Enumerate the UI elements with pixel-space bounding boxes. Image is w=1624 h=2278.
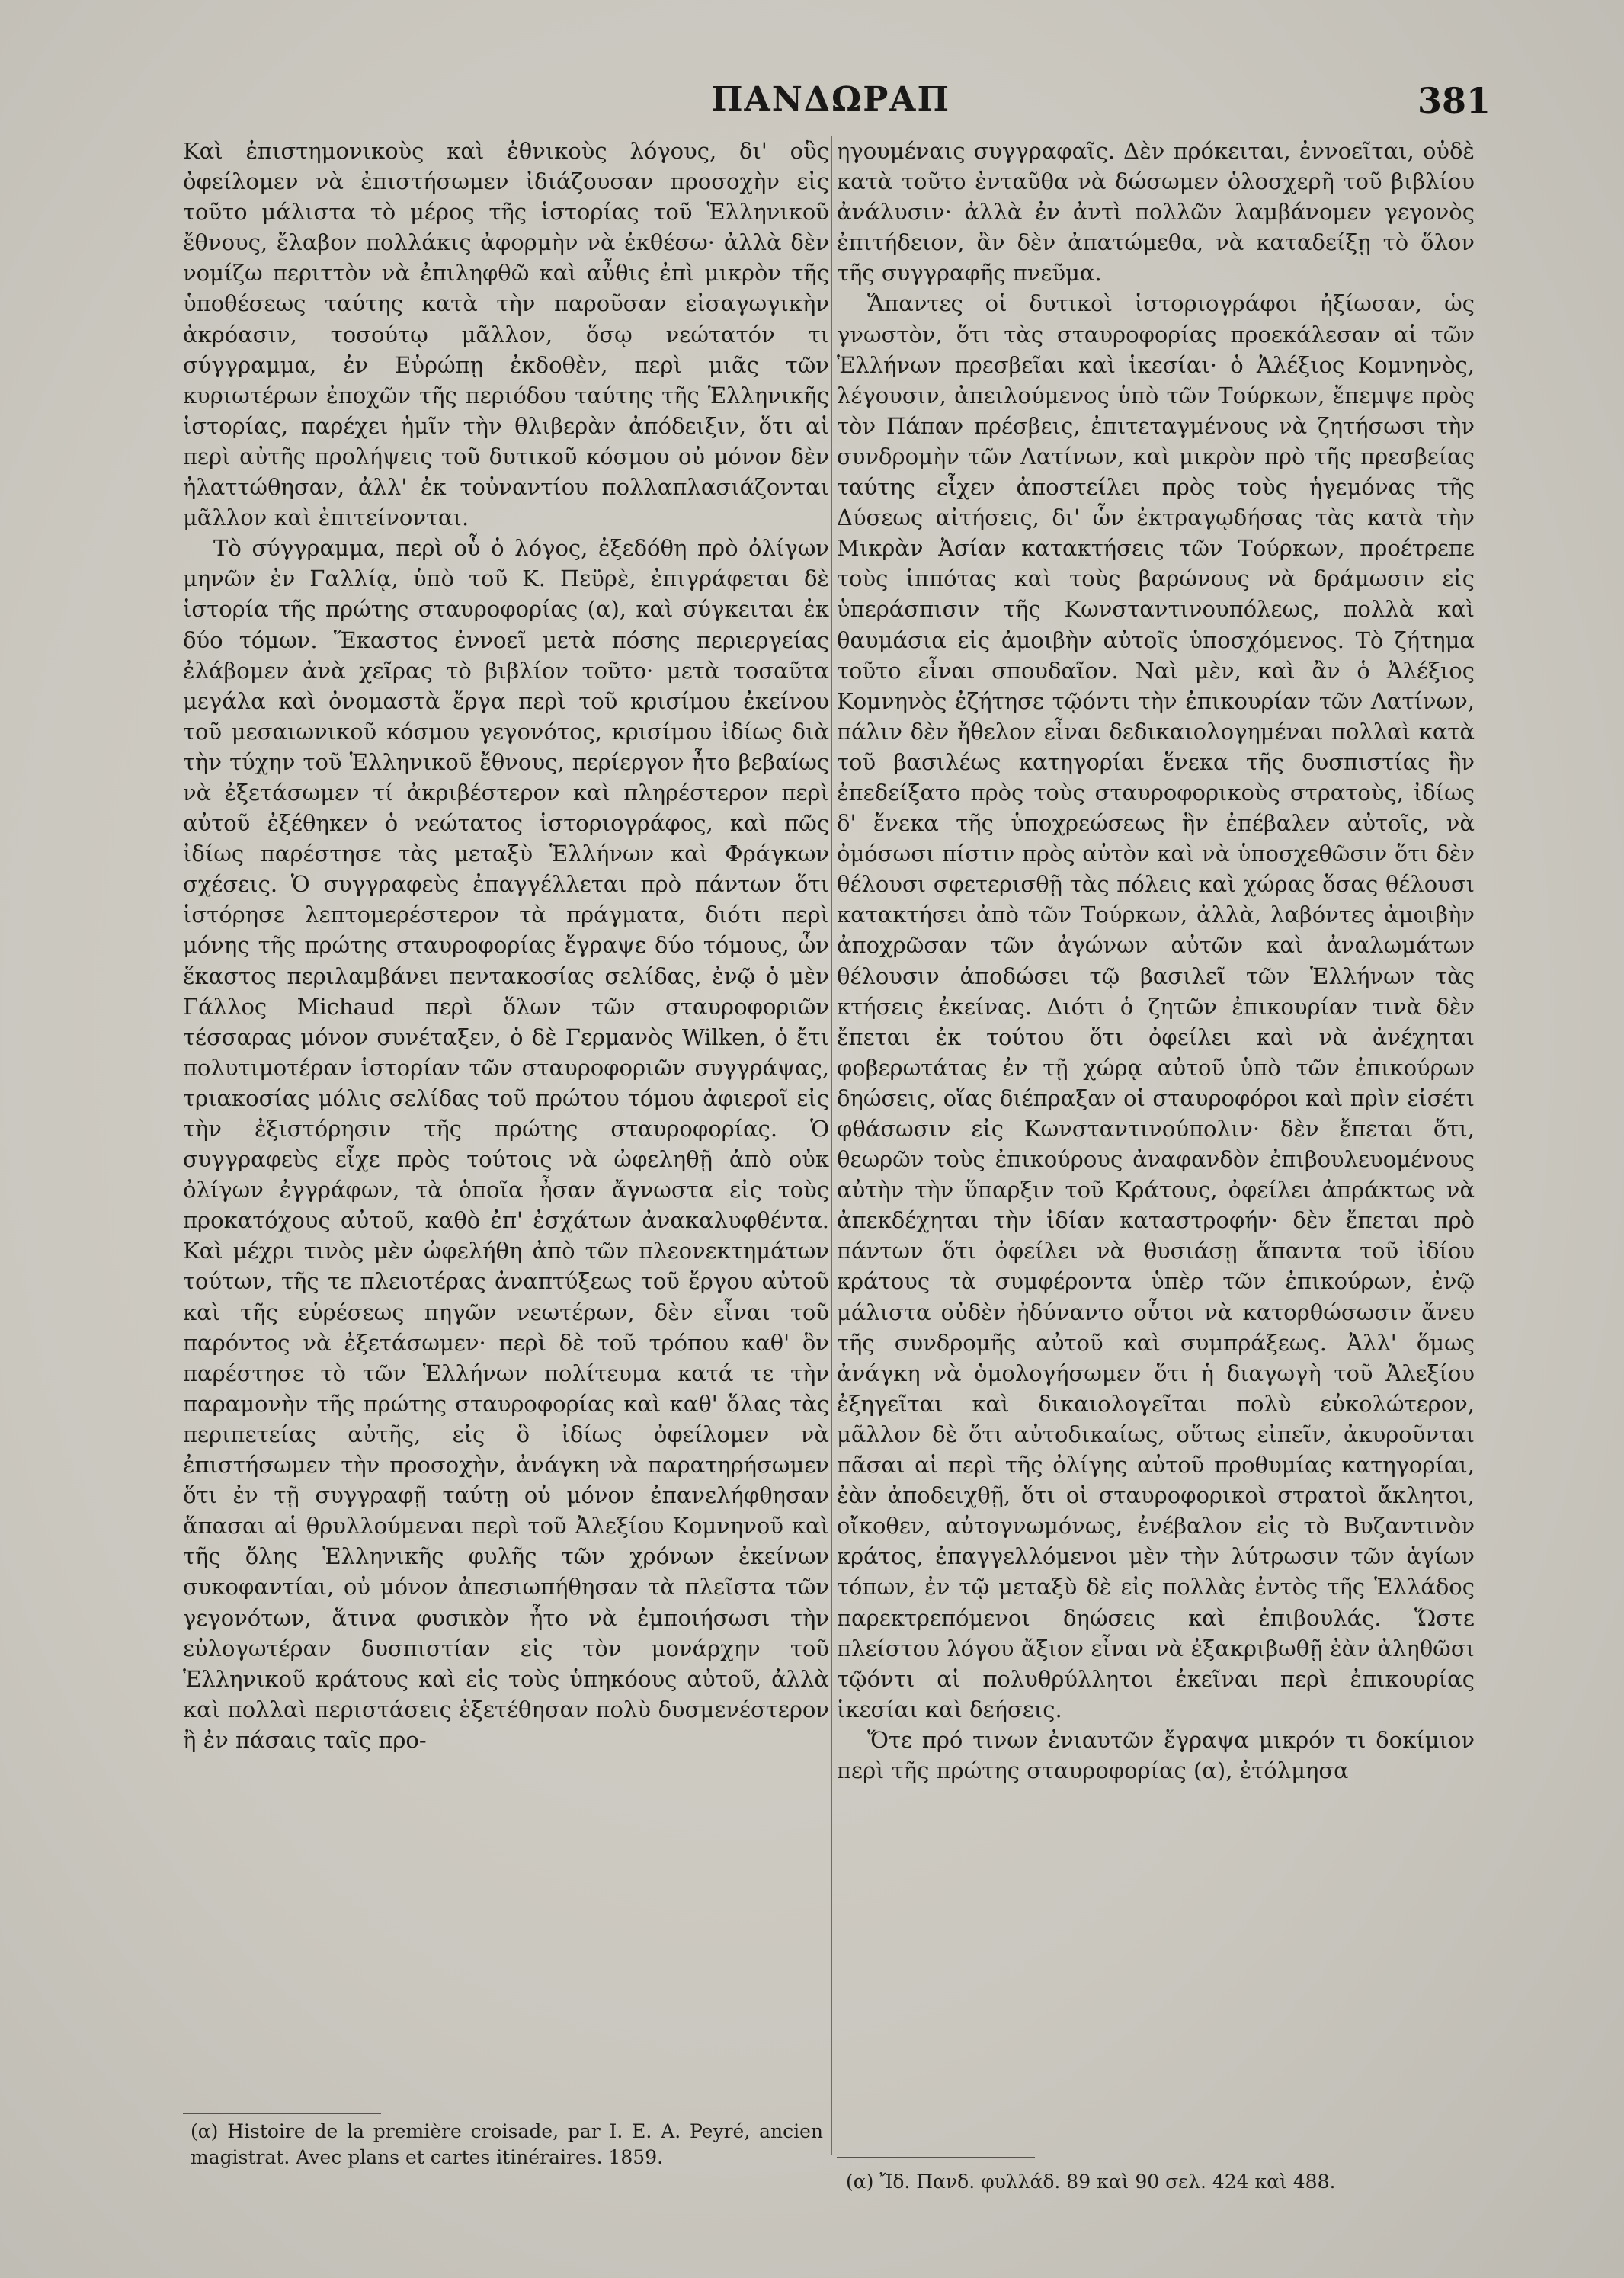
paragraph: Τὸ σύγγραμμα, περὶ οὗ ὁ λόγος, ἐξεδόθη πρὸ ὀλίγων μηνῶν ἐν Γαλλίᾳ, ὑπὸ τοῦ Κ. Πεϋρὲ, ἐπιγράφεται δὲ ἱστορία τῆς πρώτης σταυροφορίας (α), καὶ σύγκειται ἐκ δύο τόμων. Ἕκαστος ἐννοεῖ μετὰ πόσης περιεργείας ἐλάβομεν ἀνὰ χεῖρας τὸ βιβλίον τοῦτο· μετὰ τοσαῦτα μεγάλα καὶ ὀνομαστὰ ἔργα περὶ τοῦ κρισίμου ἐκείνου τοῦ μεσαιωνικοῦ κόσμου γεγονότος, κρισίμου ἰδίως διὰ τὴν τύχην τοῦ Ἑλληνικοῦ ἔθνους, περίεργον ἦτο βεβαίως νὰ ἐξετάσωμεν τί ἀκριβέστερον καὶ πληρέστερον περὶ αὐτοῦ ἐξέθηκεν ὁ νεώτατος ἱστοριογράφος, καὶ πῶς ἰδίως παρέστησε τὰς μεταξὺ Ἑλλήνων καὶ Φράγκων σχέσεις. Ὁ συγγραφεὺς ἐπαγγέλλεται πρὸ πάντων ὅτι ἱστόρησε λεπτομερέστερον τὰ πράγματα, διότι περὶ μόνης τῆς πρώτης σταυροφορίας ἔγραψε δύο τόμους, ὧν ἕκαστος περιλαμβάνει πεντακοσίας σελίδας, ἐνῷ ὁ μὲν Γάλλος Michaud περὶ ὅλων τῶν σταυροφοριῶν τέσσαρας μόνον συνέταξεν, ὁ δὲ Γερμανὸς Wilken, ὁ ἔτι πολυτιμοτέραν ἱστορίαν τῶν σταυροφοριῶν συγγράψας, τριακοσίας μόλις σελίδας τοῦ πρώτου τόμου ἀφιεροῖ εἰς τὴν ἐξιστόρησιν τῆς πρώτης σταυροφορίας. Ὁ συγγραφεὺς εἶχε πρὸς τούτοις νὰ ὠφεληθῇ ἀπὸ οὐκ ὀλίγων ἐγγράφων, τὰ ὁποῖα ἦσαν ἄγνωστα εἰς τοὺς προκατόχους αὐτοῦ, καθὸ ἐπ' ἐσχάτων ἀνακαλυφθέντα. Καὶ μέχρι τινὸς μὲν ὠφελήθη ἀπὸ τῶν πλεονεκτημάτων τούτων, τῆς τε πλειοτέρας ἀναπτύξεως τοῦ ἔργου αὐτοῦ καὶ τῆς εὑρέσεως πηγῶν νεωτέρων, δὲν εἶναι τοῦ παρόντος νὰ ἐξετάσωμεν· περὶ δὲ τοῦ τρόπου καθ' ὃν παρέστησε τὸ τῶν Ἑλλήνων πολίτευμα κατά τε τὴν παραμονὴν τῆς πρώτης σταυροφορίας καὶ καθ' ὅλας τὰς περιπετείας αὐτῆς, εἰς ὃ ἰδίως ὀφείλομεν νὰ ἐπιστήσωμεν τὴν προσοχὴν, ἀνάγκη νὰ παρατηρήσωμεν ὅτι ἐν τῇ συγγραφῇ ταύτῃ οὐ μόνον ἐπανελήφθησαν ἅπασαι αἱ θρυλλούμεναι περὶ τοῦ Ἀλεξίου Κομνηνοῦ καὶ τῆς ὅλης Ἑλληνικῆς φυλῆς τῶν χρόνων ἐκείνων συκοφαντίαι, οὐ μόνον ἀπεσιωπήθησαν τὰ πλεῖστα τῶν γεγονότων, ἅτινα φυσικὸν ἦτο νὰ ἐμποιήσωσι τὴν εὐλογωτέραν δυσπιστίαν εἰς τὸν μονάρχην τοῦ Ἑλληνικοῦ κράτους καὶ εἰς τοὺς ὑπηκόους αὐτοῦ, ἀλλὰ καὶ πολλαὶ περιστάσεις ἐξετέθησαν πολὺ δυσμενέστερον ἢ ἐν πάσαις ταῖς προ- bbox=[183, 535, 829, 1753]
column-divider bbox=[831, 136, 832, 2155]
footnote-rule bbox=[837, 2157, 1035, 2158]
paragraph: ηγουμέναις συγγραφαῖς. Δὲν πρόκειται, ἐννοεῖται, οὐδὲ κατὰ τοῦτο ἐνταῦθα νὰ δώσωμεν ὁλοσχερῆ τοῦ βιβλίου ἀνάλυσιν· ἀλλὰ ἐν ἀντὶ πολλῶν λαμβάνομεν γεγονὸς ἐπιτήδειον, ἂν δὲν ἀπατώμεθα, νὰ καταδείξῃ τὸ ὅλον τῆς συγγραφῆς πνεῦμα. bbox=[837, 138, 1475, 287]
footnote-rule bbox=[183, 2113, 381, 2114]
paragraph: Ὅτε πρό τινων ἐνιαυτῶν ἔγραψα μικρόν τι δοκίμιον περὶ τῆς πρώτης σταυροφορίας (α), ἐτόλμησα bbox=[837, 1726, 1475, 1783]
running-head bbox=[0, 80, 1624, 133]
footnote: (α) Histoire de la première croisade, par I. E. A. Peyré, ancien magistrat. Avec plans et cartes itinéraires. 1859. bbox=[191, 2120, 823, 2168]
paragraph: Ἅπαντες οἱ δυτικοὶ ἱστοριογράφοι ἠξίωσαν, ὡς γνωστὸν, ὅτι τὰς σταυροφορίας προεκάλεσαν αἱ τῶν Ἑλλήνων πρεσβεῖαι καὶ ἱκεσίαι· ὁ Ἀλέξιος Κομνηνὸς, λέγουσιν, ἀπειλούμενος ὑπὸ τῶν Τούρκων, ἔπεμψε πρὸς τὸν Πάπαν πρέσβεις, ἐπιτεταγμένους νὰ ζητήσωσι τὴν συνδρομὴν τῶν Λατίνων, καὶ μικρὸν πρὸ τῆς πρεσβείας ταύτης εἶχεν ἀποστείλει πρὸς τοὺς ἡγεμόνας τῆς Δύσεως αἰτήσεις, δι' ὧν ἐκτραγῳδήσας τὰς κατὰ τὴν Μικρὰν Ἀσίαν κατακτήσεις τῶν Τούρκων, προέτρεπε τοὺς ἱππότας καὶ τοὺς βαρώνους νὰ δράμωσιν εἰς ὑπεράσπισιν τῆς Κωνσταντινουπόλεως, πολλὰ καὶ θαυμάσια εἰς ἀμοιβὴν αὐτοῖς ὑποσχόμενος. Τὸ ζήτημα τοῦτο εἶναι σπουδαῖον. Ναὶ μὲν, καὶ ἂν ὁ Ἀλέξιος Κομνηνὸς ἐζήτησε τῷόντι τὴν ἐπικουρίαν τῶν Λατίνων, πάλιν δὲν ἤθελον εἶναι δεδικαιολογημέναι πολλαὶ κατὰ τοῦ βασιλέως κατηγορίαι ἕνεκα τῆς δυσπιστίας ἣν ἐπεδείξατο πρὸς τοὺς σταυροφορικοὺς στρατοὺς, ἰδίως δ' ἕνεκα τῆς ὑποχρεώσεως ἣν ἐπέβαλεν αὐτοῖς, νὰ ὀμόσωσι πίστιν πρὸς αὐτὸν καὶ νὰ ὑποσχεθῶσιν ὅτι δὲν θέλουσι σφετερισθῇ τὰς πόλεις καὶ χώρας ὅσας θέλουσι κατακτήσει ἀπὸ τῶν Τούρκων, ἀλλὰ, λαβόντες ἀμοιβὴν ἀποχρῶσαν τῶν ἀγώνων αὐτῶν καὶ ἀναλωμάτων θέλουσιν ἀποδώσει τῷ βασιλεῖ τῶν Ἑλλήνων τὰς κτήσεις ἐκείνας. Διότι ὁ ζητῶν ἐπικουρίαν τινὰ δὲν ἔπεται ἐκ τούτου ὅτι ὀφείλει καὶ νὰ ἀνέχηται φοβερωτάτας ἐν τῇ χώρᾳ αὐτοῦ ὑπὸ τῶν ἐπικούρων δηώσεις, οἵας διέπραξαν οἱ σταυροφόροι καὶ πρὶν εἰσέτι φθάσωσιν εἰς Κωνσταντινούπολιν· δὲν ἔπεται ὅτι, θεωρῶν τοὺς ἐπικούρους ἀναφανδὸν ἐπιβουλευομένους αὐτὴν τὴν ὕπαρξιν τοῦ Κράτους, ὀφείλει ἀπράκτως νὰ ἀπεκδέχηται τὴν ἰδίαν καταστροφήν· δὲν ἔπεται πρὸ πάντων ὅτι ὀφείλει νὰ θυσιάσῃ ἅπαντα τοῦ ἰδίου κράτους τὰ συμφέροντα ὑπὲρ τῶν ἐπικούρων, ἐνῷ μάλιστα οὐδὲν ἠδύναντο οὗτοι νὰ κατορθώσωσιν ἄνευ τῆς συνδρομῆς αὐτοῦ καὶ συμπράξεως. Ἀλλ' ὅμως ἀνάγκη νὰ ὁμολογήσωμεν ὅτι ἡ διαγωγὴ τοῦ Ἀλεξίου ἐξηγεῖται καὶ δικαιολογεῖται πολὺ εὐκολώτερον, μᾶλλον δὲ ὅτι αὐτοδικαίως, οὕτως εἰπεῖν, ἀκυροῦνται πᾶσαι αἱ περὶ τῆς ὀλίγης αὐτοῦ προθυμίας κατηγορίαι, ἐὰν ἀποδειχθῇ, ὅτι οἱ σταυροφορικοὶ στρατοὶ ἄκλητοι, οἴκοθεν, αὐτογνωμόνως, ἐνέβαλον εἰς τὸ Βυζαντινὸν κράτος, ἐπαγγελλόμενοι μὲν τὴν λύτρωσιν τῶν ἁγίων τόπων, ἐν τῷ μεταξὺ δὲ εἰς πολλὰς ἐντὸς τῆς Ἑλλάδος παρεκτρεπόμενοι δηώσεις καὶ ἐπιβουλάς. Ὥστε πλείστου λόγου ἄξιον εἶναι νὰ ἐξακριβωθῇ ἐὰν ἀληθῶσι τῷόντι αἱ πολυθρύλλητοι ἐκεῖναι περὶ ἐπικουρίας ἱκεσίαι καὶ δεήσεις. bbox=[837, 290, 1475, 1722]
page-number: 381 bbox=[1417, 80, 1491, 121]
paragraph: Καὶ ἐπιστημονικοὺς καὶ ἐθνικοὺς λόγους, δι' οὓς ὀφείλομεν νὰ ἐπιστήσωμεν ἰδιάζουσαν προσοχὴν εἰς τοῦτο μάλιστα τὸ μέρος τῆς ἱστορίας τοῦ Ἑλληνικοῦ ἔθνους, ἔλαβον πολλάκις ἀφορμὴν νὰ ἐκθέσω· ἀλλὰ δὲν νομίζω περιττὸν νὰ ἐπιληφθῶ καὶ αὖθις ἐπὶ μικρὸν τῆς ὑποθέσεως ταύτης κατὰ τὴν παροῦσαν εἰσαγωγικὴν ἀκρόασιν, τοσούτῳ μᾶλλον, ὅσῳ νεώτατόν τι σύγγραμμα, ἐν Εὐρώπῃ ἐκδοθὲν, περὶ μιᾶς τῶν κυριωτέρων ἐποχῶν τῆς περιόδου ταύτης τῆς Ἑλληνικῆς ἱστορίας, παρέχει ἡμῖν τὴν θλιβερὰν ἀπόδειξιν, ὅτι αἱ περὶ αὐτῆς προλήψεις τοῦ δυτικοῦ κόσμου οὐ μόνον δὲν ἠλαττώθησαν, ἀλλ' ἐκ τοὐναντίου πολλαπλασιάζονται μᾶλλον καὶ ἐπιτείνονται. bbox=[183, 138, 829, 531]
footnote: (α) Ἴδ. Πανδ. φυλλάδ. 89 καὶ 90 σελ. 424 καὶ 488. bbox=[846, 2171, 1336, 2193]
journal-title: ΠΑΝΔΩΡΑΠ bbox=[711, 80, 950, 119]
right-column bbox=[837, 136, 1475, 1786]
left-column bbox=[183, 136, 829, 1755]
